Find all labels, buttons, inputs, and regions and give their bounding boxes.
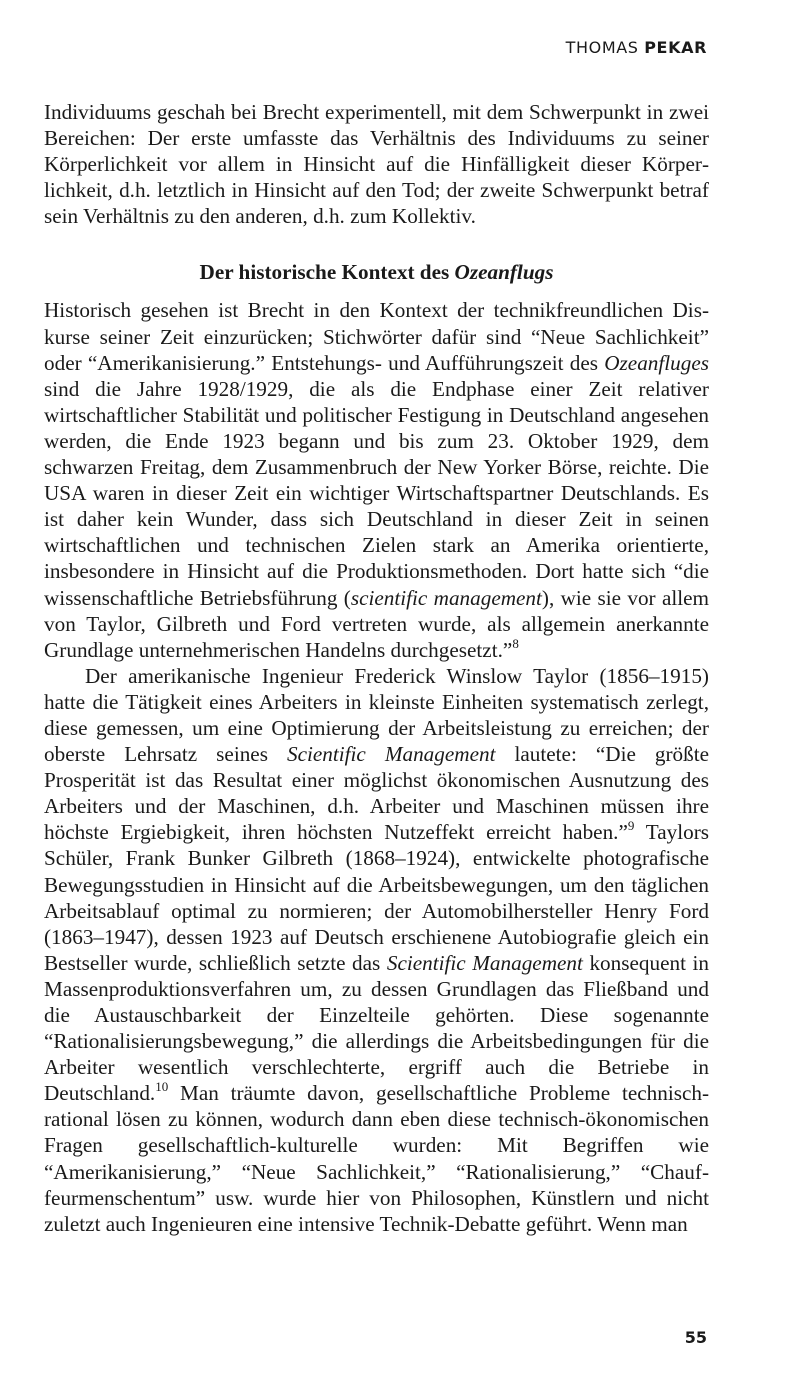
italic-term: Scientific Management bbox=[386, 950, 583, 975]
running-head-author-last: PEKAR bbox=[644, 38, 707, 57]
running-head bbox=[566, 38, 707, 57]
footnote-marker: 8 bbox=[512, 635, 519, 651]
italic-term: scientific management bbox=[350, 585, 542, 610]
paragraph-continued: Individuums geschah bei Brecht experimentell, mit dem Schwerpunkt in zwei Bereichen: Der erste umfasste das Verhältnis des Individuums zu seiner Körperlichkeit vor allem in Hinsicht auf die Hinfälligkeit dieser Körperlichkeit, d.h. letztlich in Hinsicht auf den Tod; der zweite Schwerpunkt betraf sein Verhältnis zu den anderen, d.h. zum Kollektiv. bbox=[44, 100, 709, 229]
paragraph-taylor: Der amerikanische Ingenieur Frederick Winslow Taylor (1856–1915) hatte die Tätigkeit eines Arbeiters in kleinste Einheiten systematisch zerlegt, diese gemessen, um eine Optimierung der Arbeitsleistung zu erreichen; der oberste Lehrsatz seines Scientific Management lautete: “Die größte Prosperität ist das Resultat einer möglichst ökonomischen Ausnutzung des Arbeiters und der Maschinen, d.h. Arbeiter und Maschinen müssen ihre höchste Ergiebigkeit, ihren höchsten Nutzeffekt erreicht haben.”$^9$ Taylors Schüler, Frank Bunker Gilbreth (1868–1924), entwickelte photografische Bewegungsstudien in Hinsicht auf die Arbeitsbewegungen, um den täglichen Arbeitsablauf optimal zu normieren; der Automobilhersteller Henry Ford (1863–1947), dessen 1923 auf Deutsch erschienene Autobiografie gleich ein Bestseller wurde, schließlich setzte das Scientific Management konsequent in Massenproduktionsverfahren um, zu dessen Grundlagen das Fließband und die Austauschbarkeit der Einzelteile gehörten. Diese sogenannte “Rationalisierungsbewegung,” die allerdings die Arbeitsbedingungen für die Arbeiter wesentlich verschlechterte, ergriff auch die Betriebe in Deutschland.$^{10}$ Man träumte davon, gesellschaftliche Probleme technisch-rational lösen zu können, wodurch dann eben diese technisch-ökonomischen Fragen gesellschaftlich-kulturelle wurden: Mit Begriffen wie “Amerikanisierung,” “Neue Sachlichkeit,” “Rationalisierung,” “Chauffeurmenschentum” usw. wurde hier von Philosophen, Künstlern und nicht zuletzt auch Ingenieuren eine intensive Technik-Debatte geführt. Wenn man bbox=[44, 663, 710, 1236]
footnote-marker: 9 bbox=[627, 818, 635, 834]
section-heading bbox=[44, 229, 709, 297]
section-heading-text: Der historische Kontext des bbox=[199, 260, 450, 285]
page-number: 55 bbox=[684, 1328, 707, 1347]
footnote-marker: 10 bbox=[155, 1079, 169, 1095]
body-text bbox=[44, 99, 709, 1237]
work-title: Ozeanfluges bbox=[604, 350, 709, 375]
section-heading-title: Ozeanflugs bbox=[454, 260, 554, 285]
italic-term: Scientific Management bbox=[286, 742, 496, 767]
paragraph-historical-context: Historisch gesehen ist Brecht in den Kontext der technikfreundlichen Diskurse seiner Zeit einzurücken; Stichwörter dafür sind “Neue Sachlichkeit” oder “Amerikanisierung.” Entstehungs- und Aufführungszeit des Ozeanfluges sind die Jahre 1928/1929, die als die Endphase einer Zeit relativer wirtschaftlicher Stabilität und politischer Festigung in Deutschland angesehen werden, die Ende 1923 begann und bis zum 23. Oktober 1929, dem schwarzen Freitag, dem Zusammenbruch der New Yorker Börse, reichte. Die USA waren in dieser Zeit ein wichtiger Wirtschaftspartner Deutschlands. Es ist daher kein Wunder, dass sich Deutschland in dieser Zeit in seinen wirtschaftlichen und technischen Zielen stark an Amerika orientierte, insbesondere in Hinsicht auf die Produktionsmethoden. Dort hatte sich “die wissenschaftliche Betriebsführung (scientific management), wie sie vor allem von Taylor, Gilbreth und Ford vertreten wurde, als allgemein anerkannte Grundlage unternehmerischen Handelns durchgesetzt.”$^8$ bbox=[44, 298, 710, 662]
running-head-author-first: THOMAS bbox=[565, 38, 639, 57]
